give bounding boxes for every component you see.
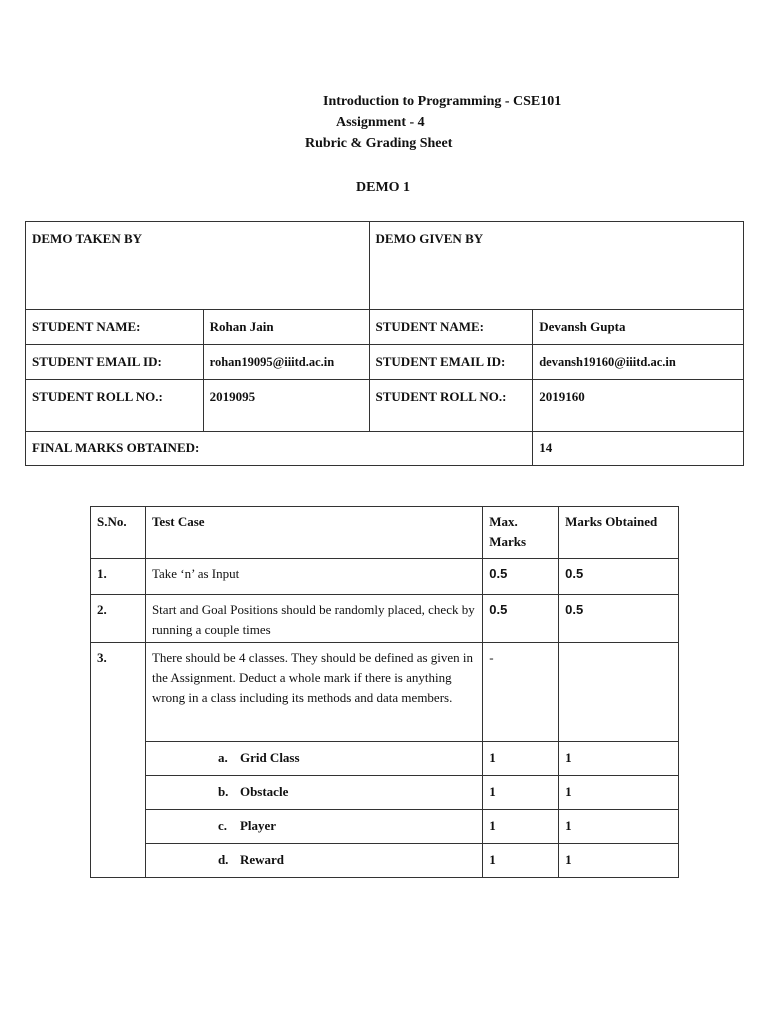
sub-row-name xyxy=(145,844,482,878)
taker-name-label: STUDENT NAME: xyxy=(26,310,204,345)
sub-row-max-marks: 1 xyxy=(483,810,559,844)
row-max-marks: - xyxy=(483,643,559,742)
table-row xyxy=(91,643,679,742)
sub-row-name xyxy=(145,742,482,776)
sub-row-marks-obtained: 1 xyxy=(559,776,679,810)
demo-taken-by-label: DEMO TAKEN BY xyxy=(26,222,370,310)
sub-row xyxy=(91,844,679,878)
rubric-table xyxy=(90,506,679,878)
sub-row-name xyxy=(145,776,482,810)
sub-row-title: Player xyxy=(239,818,277,833)
table-header-row xyxy=(91,507,679,559)
sub-row-marks-obtained: 1 xyxy=(559,844,679,878)
final-marks-value: 14 xyxy=(533,432,744,466)
test-case-header: Test Case xyxy=(145,507,482,559)
sub-row-letter: c. xyxy=(217,818,227,833)
giver-roll-label: STUDENT ROLL NO.: xyxy=(369,380,533,432)
row-sno: 1. xyxy=(91,559,146,595)
sub-row-title: Reward xyxy=(239,852,284,867)
sub-row xyxy=(91,776,679,810)
row-marks-obtained xyxy=(559,643,679,742)
row-marks-obtained: 0.5 xyxy=(559,595,679,643)
final-marks-label: FINAL MARKS OBTAINED: xyxy=(26,432,533,466)
demo-info-table xyxy=(25,221,744,466)
giver-name: Devansh Gupta xyxy=(533,310,744,345)
sub-row-marks-obtained: 1 xyxy=(559,810,679,844)
table-row xyxy=(91,595,679,643)
sub-row-max-marks: 1 xyxy=(483,844,559,878)
sub-row-title: Obstacle xyxy=(239,784,289,799)
sub-row-letter: a. xyxy=(217,750,228,765)
sub-row-letter: b. xyxy=(217,784,229,799)
giver-roll: 2019160 xyxy=(533,380,744,432)
taker-roll: 2019095 xyxy=(203,380,369,432)
sub-row-title: Grid Class xyxy=(239,750,300,765)
sub-row xyxy=(91,810,679,844)
giver-email-label: STUDENT EMAIL ID: xyxy=(369,345,533,380)
course-title: Introduction to Programming - CSE101 xyxy=(323,94,562,109)
sheet-title: Rubric & Grading Sheet xyxy=(305,136,453,151)
sub-row-max-marks: 1 xyxy=(483,742,559,776)
row-max-marks: 0.5 xyxy=(483,559,559,595)
sub-row-name xyxy=(145,810,482,844)
taker-name: Rohan Jain xyxy=(203,310,369,345)
demo-title: DEMO 1 xyxy=(356,180,411,195)
row-marks-obtained: 0.5 xyxy=(559,559,679,595)
row-max-marks: 0.5 xyxy=(483,595,559,643)
sub-row-max-marks: 1 xyxy=(483,776,559,810)
giver-name-label: STUDENT NAME: xyxy=(369,310,533,345)
sub-row-letter: d. xyxy=(217,852,229,867)
giver-email: devansh19160@iiitd.ac.in xyxy=(533,345,744,380)
max-marks-header: Max. Marks xyxy=(483,507,559,559)
sno-header: S.No. xyxy=(91,507,146,559)
assignment-title: Assignment - 4 xyxy=(336,115,425,130)
marks-obtained-header: Marks Obtained xyxy=(559,507,679,559)
demo-given-by-label: DEMO GIVEN BY xyxy=(369,222,743,310)
row-test-case: There should be 4 classes. They should be defined as given in the Assignment. Deduct a whole mark if there is anything wrong in a class including its methods and data members. xyxy=(145,643,482,742)
taker-email: rohan19095@iiitd.ac.in xyxy=(203,345,369,380)
row-sno: 2. xyxy=(91,595,146,643)
row-test-case: Start and Goal Positions should be randomly placed, check by running a couple times xyxy=(145,595,482,643)
taker-roll-label: STUDENT ROLL NO.: xyxy=(26,380,204,432)
sub-row-marks-obtained: 1 xyxy=(559,742,679,776)
row-sno: 3. xyxy=(91,643,146,878)
row-test-case: Take ‘n’ as Input xyxy=(145,559,482,595)
sub-row xyxy=(91,742,679,776)
taker-email-label: STUDENT EMAIL ID: xyxy=(26,345,204,380)
table-row xyxy=(91,559,679,595)
